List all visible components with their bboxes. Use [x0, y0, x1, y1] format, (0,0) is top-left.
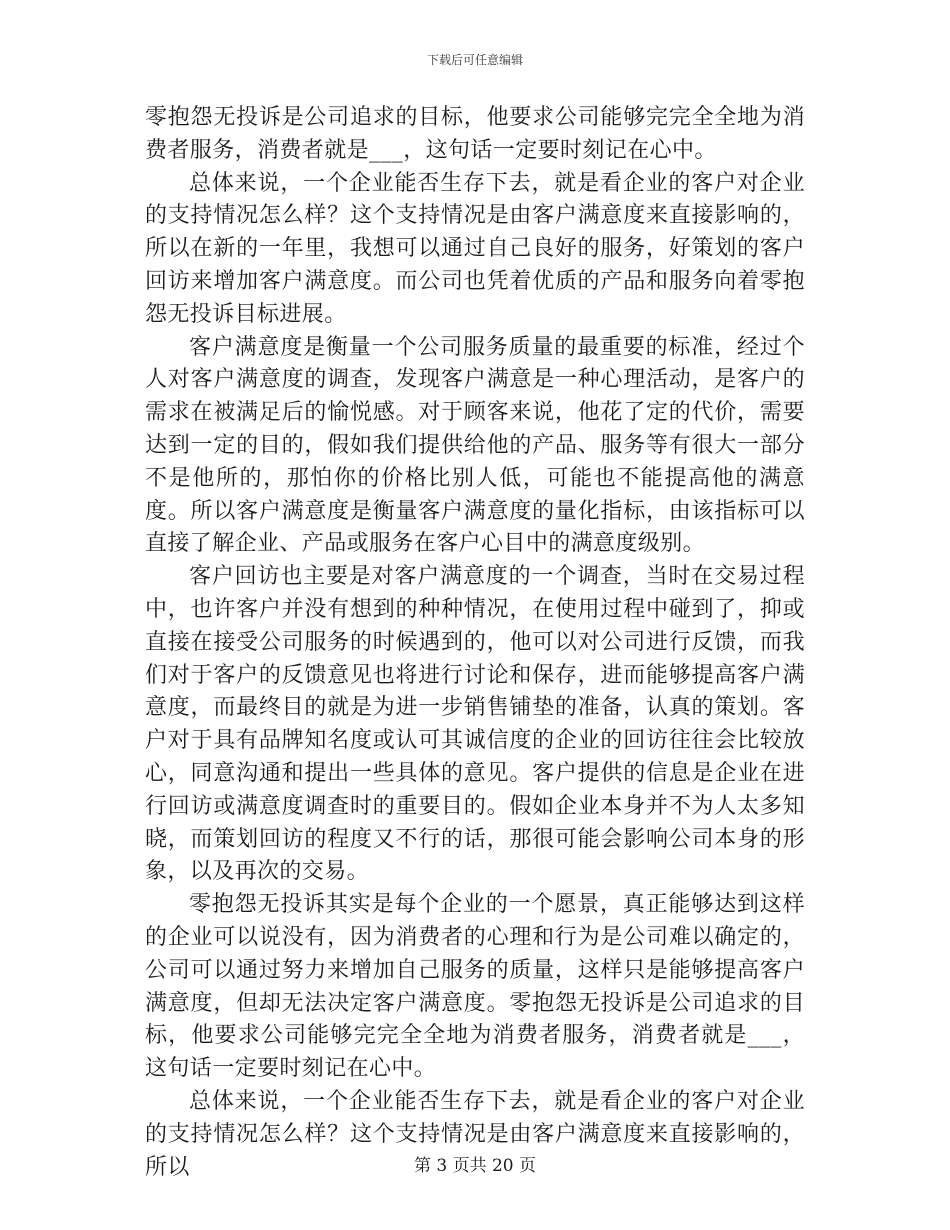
paragraph: 客户回访也主要是对客户满意度的一个调查，当时在交易过程中，也许客户并没有想到的种种情况，在使用过程中碰到了，抑或直接在接受公司服务的时候遇到的，他可以对公司进行反馈，而我们对于客户的反馈意见也将进行讨论和保存，进而能够提高客户满意度，而最终目的就是为进一步销售铺垫的准备，认真的策划。客户对于具有品牌知名度或认可其诚信度的企业的回访往往会比较放心，同意沟通和提出一些具体的意见。客户提供的信息是企业在进行回访或满意度调查时的重要目的。假如企业本身并不为人太多知晓，而策划回访的程度又不行的话，那很可能会影响公司本身的形象，以及再次的交易。 [145, 564, 805, 885]
document-body [145, 102, 805, 1184]
paragraph: 零抱怨无投诉其实是每个企业的一个愿景，真正能够达到这样的企业可以说没有，因为消费者的心理和行为是公司难以确定的，公司可以通过努力来增加自己服务的质量，这样只是能够提高客户满意度，但却无法决定客户满意度。零抱怨无投诉是公司追求的目标，他要求公司能够完完全全地为消费者服务，消费者就是___，这句话一定要时刻记在心中。 [145, 892, 805, 1082]
paragraph: 客户满意度是衡量一个公司服务质量的最重要的标准，经过个人对客户满意度的调查，发现客户满意是一种心理活动，是客户的需求在被满足后的愉悦感。对于顾客来说，他花了定的代价，需要达到一定的目的，假如我们提供给他的产品、服务等有很大一部分不是他所的，那怕你的价格比别人低，可能也不能提高他的满意度。所以客户满意度是衡量客户满意度的量化指标，由该指标可以直接了解企业、产品或服务在客户心目中的满意度级别。 [145, 334, 805, 557]
page-number: 第 3 页共 20 页 [413, 1156, 537, 1176]
paragraph: 总体来说，一个企业能否生存下去，就是看企业的客户对企业的支持情况怎么样？这个支持情况是由客户满意度来直接影响的，所以 [145, 1088, 805, 1180]
page-header-note: 下载后可任意编辑 [426, 53, 523, 67]
paragraph: 总体来说，一个企业能否生存下去，就是看企业的客户对企业的支持情况怎么样？这个支持情况是由客户满意度来直接影响的，所以在新的一年里，我想可以通过自己良好的服务，好策划的客户回访来增加客户满意度。而公司也凭着优质的产品和服务向着零抱怨无投诉目标进展。 [145, 170, 805, 327]
paragraph-continuation: 零抱怨无投诉是公司追求的目标，他要求公司能够完完全全地为消费者服务，消费者就是___，这句话一定要时刻记在心中。 [145, 105, 805, 163]
